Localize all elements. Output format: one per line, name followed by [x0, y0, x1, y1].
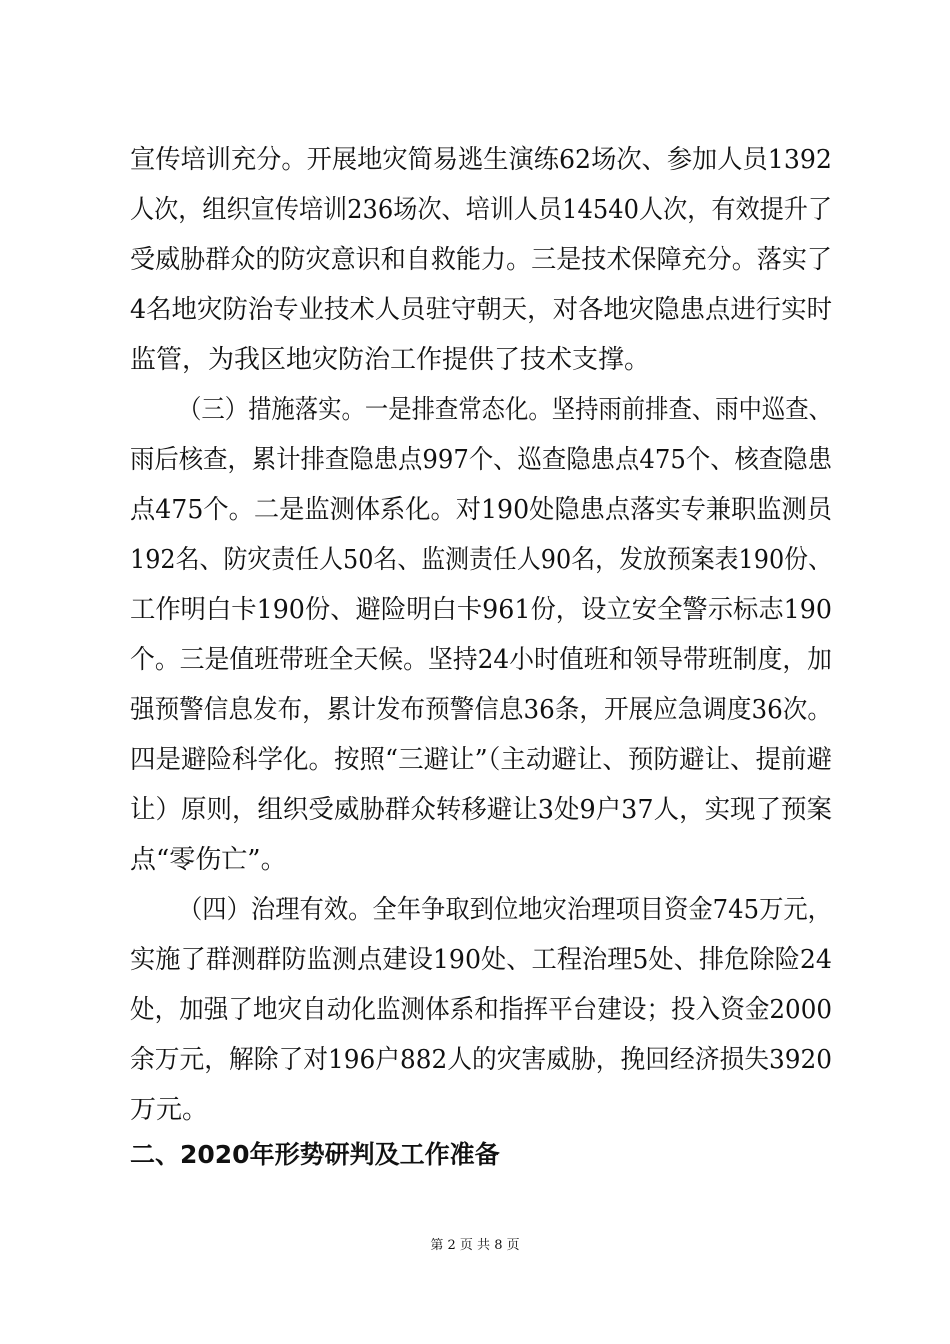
text-line: 点475个。二是监测体系化。对190处隐患点落实专兼职监测员	[130, 495, 832, 525]
text-line: 4名地灾防治专业技术人员驻守朝天，对各地灾隐患点进行实时	[130, 295, 832, 325]
text-line: 点“零伤亡”。	[130, 845, 287, 875]
text-line: 四是避险科学化。按照“三避让”（主动避让、预防避让、提前避	[130, 745, 832, 775]
text-line: 万元。	[130, 1095, 209, 1125]
text-line: 192名、防灾责任人50名、监测责任人90名，发放预案表190份、	[130, 545, 832, 575]
text-line: 雨后核查，累计排查隐患点997个、巡查隐患点475个、核查隐患	[130, 445, 832, 475]
text-line: 宣传培训充分。开展地灾简易逃生演练62场次、参加人员1392	[130, 145, 832, 175]
text-line: 监管，为我区地灾防治工作提供了技术支撑。	[130, 345, 651, 375]
text-line: 人次，组织宣传培训236场次、培训人员14540人次，有效提升了	[130, 195, 832, 225]
text-line: 个。三是值班带班全天候。坚持24小时值班和领导带班制度，加	[130, 645, 832, 675]
text-line: 受威胁群众的防灾意识和自救能力。三是技术保障充分。落实了	[130, 245, 832, 275]
text-line: 余万元，解除了对196户882人的灾害威胁，挽回经济损失3920	[130, 1045, 832, 1075]
page-footer: 第 2 页 共 8 页	[430, 1238, 520, 1253]
section-heading: 二、2020年形势研判及工作准备	[130, 1140, 500, 1169]
text-line: 处，加强了地灾自动化监测体系和指挥平台建设；投入资金2000	[130, 995, 832, 1025]
text-line: （四）治理有效。全年争取到位地灾治理项目资金745万元，	[178, 895, 832, 925]
text-line: （三）措施落实。一是排查常态化。坚持雨前排查、雨中巡查、	[178, 395, 832, 425]
text-line: 工作明白卡190份、避险明白卡961份，设立安全警示标志190	[130, 595, 832, 625]
text-line: 强预警信息发布，累计发布预警信息36条，开展应急调度36次。	[130, 695, 832, 725]
text-line: 实施了群测群防监测点建设190处、工程治理5处、排危除险24	[130, 945, 832, 975]
text-line: 让）原则，组织受威胁群众转移避让3处9户37人，实现了预案	[130, 795, 832, 825]
